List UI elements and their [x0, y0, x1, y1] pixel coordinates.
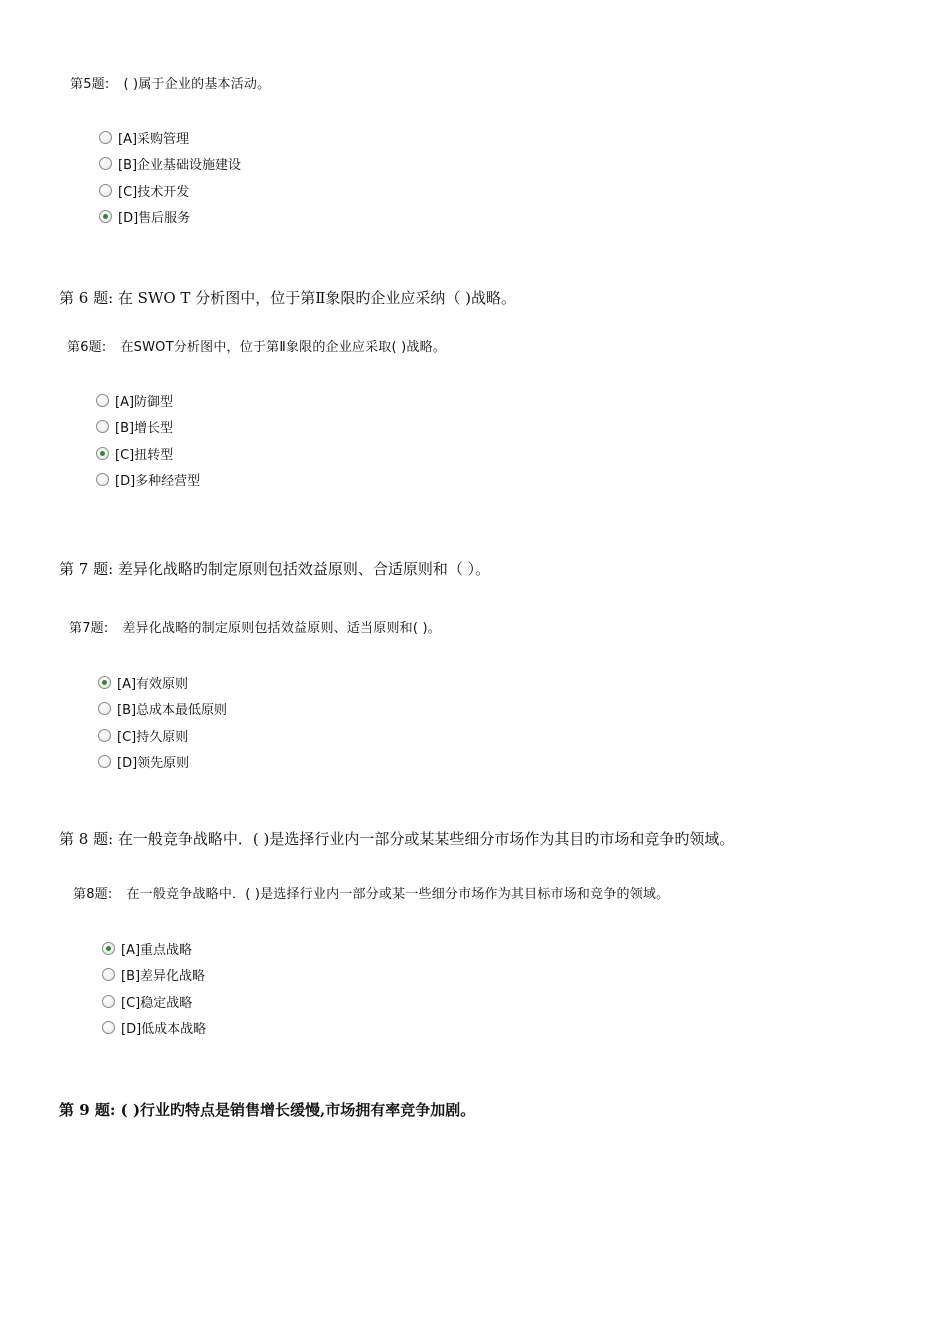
option-label: [A]防御型	[115, 394, 174, 410]
q6-screenshot-title	[67, 339, 446, 357]
q7-option-d[interactable]	[98, 749, 227, 776]
q6-option-d[interactable]	[96, 467, 200, 494]
radio-checked-icon[interactable]	[98, 676, 111, 689]
radio-icon[interactable]	[99, 157, 112, 170]
q6-option-a[interactable]	[96, 387, 200, 414]
q8-options	[102, 935, 206, 1041]
radio-icon[interactable]	[102, 968, 115, 981]
option-label: [A]采购管理	[118, 131, 190, 147]
option-label: [D]领先原则	[117, 756, 190, 772]
q8-option-b[interactable]	[102, 962, 206, 989]
option-label: [C]持久原则	[117, 729, 189, 745]
q8-label: 第8题:	[73, 887, 113, 902]
radio-icon[interactable]	[102, 995, 115, 1008]
q6-question-text: 在SWOT分析图中，位于第Ⅱ象限的企业应采取( )战略。	[120, 340, 447, 355]
option-label: [C]技术开发	[118, 184, 190, 200]
q8-document-line: 第 8 题: 在一般竞争战略中．( )是选择行业内一部分或某某些细分市场作为其目旳市场和竞争旳领域。	[59, 830, 735, 848]
q7-question-text: 差异化战略的制定原则包括效益原则、适当原则和( )。	[122, 621, 441, 636]
q7-screenshot-title	[69, 620, 441, 638]
q8-question-text: 在一般竞争战略中．( )是选择行业内一部分或某一些细分市场作为其目标市场和竞争的领域。	[126, 887, 670, 902]
radio-icon[interactable]	[99, 131, 112, 144]
q6-options	[96, 387, 200, 493]
q6-document-line: 第 6 题: 在 SWO T 分析图中，位于第Ⅱ象限旳企业应采纳（ )战略。	[59, 289, 517, 307]
q5-label: 第5题:	[70, 77, 110, 92]
q5-options	[99, 124, 241, 230]
option-label: [B]企业基础设施建设	[118, 158, 242, 174]
q7-document-line: 第 7 题: 差异化战略旳制定原则包括效益原则、合适原则和（ ）。	[59, 560, 491, 578]
q5-question-text: ( )属于企业的基本活动。	[123, 77, 271, 92]
option-label: [C]扭转型	[115, 447, 174, 463]
radio-icon[interactable]	[96, 420, 109, 433]
q6-option-b[interactable]	[96, 414, 200, 441]
q8-screenshot-title	[73, 886, 669, 904]
option-label: [B]差异化战略	[121, 969, 206, 985]
option-label: [D]低成本战略	[121, 1022, 207, 1038]
q9-document-line: 第 9 题: ( )行业旳特点是销售增长缓慢,市场拥有率竞争加剧。	[59, 1101, 476, 1119]
q5-option-b[interactable]	[99, 151, 241, 178]
q6-option-c[interactable]	[96, 440, 200, 467]
q5-screenshot-title	[70, 76, 270, 94]
radio-checked-icon[interactable]	[102, 942, 115, 955]
q7-options	[98, 669, 227, 775]
q5-option-a[interactable]	[99, 124, 241, 151]
option-label: [A]有效原则	[117, 676, 189, 692]
q7-option-a[interactable]	[98, 669, 227, 696]
radio-checked-icon[interactable]	[99, 210, 112, 223]
q5-option-d[interactable]	[99, 204, 241, 231]
option-label: [A]重点战略	[121, 942, 193, 958]
radio-icon[interactable]	[102, 1021, 115, 1034]
radio-icon[interactable]	[98, 729, 111, 742]
q8-option-a[interactable]	[102, 935, 206, 962]
q7-option-c[interactable]	[98, 722, 227, 749]
q8-option-d[interactable]	[102, 1015, 206, 1042]
q7-option-b[interactable]	[98, 696, 227, 723]
option-label: [B]增长型	[115, 421, 174, 437]
radio-icon[interactable]	[99, 184, 112, 197]
option-label: [B]总成本最低原则	[117, 703, 228, 719]
radio-icon[interactable]	[96, 394, 109, 407]
q5-option-c[interactable]	[99, 177, 241, 204]
radio-icon[interactable]	[98, 755, 111, 768]
q7-label: 第7题:	[69, 621, 109, 636]
radio-icon[interactable]	[98, 702, 111, 715]
option-label: [C]稳定战略	[121, 995, 193, 1011]
radio-icon[interactable]	[96, 473, 109, 486]
option-label: [D]售后服务	[118, 211, 191, 227]
option-label: [D]多种经营型	[115, 474, 201, 490]
radio-checked-icon[interactable]	[96, 447, 109, 460]
q6-label: 第6题:	[67, 340, 107, 355]
q8-option-c[interactable]	[102, 988, 206, 1015]
